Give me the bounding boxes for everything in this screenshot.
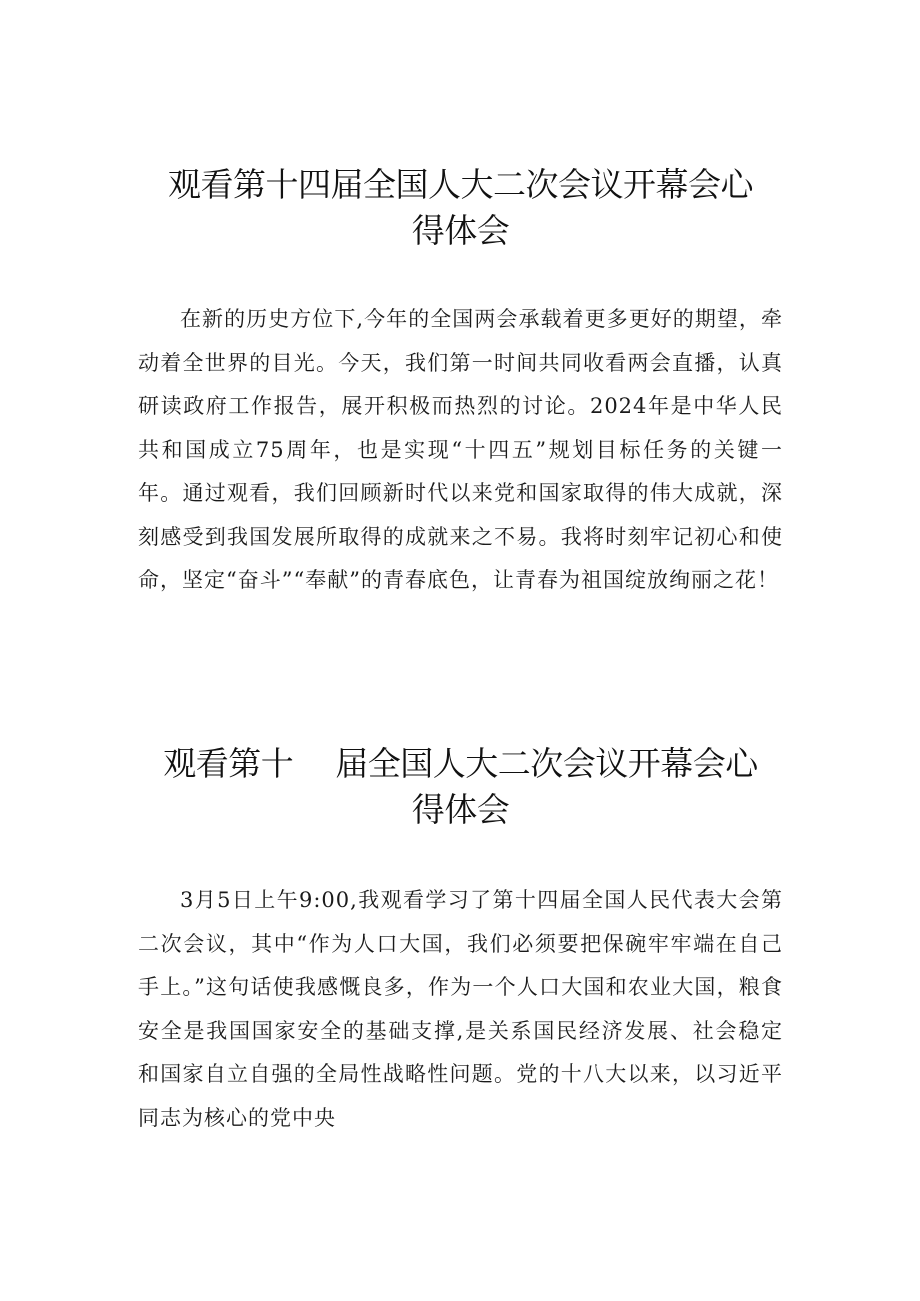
article-2-title-line-1-part-b: 届全国人大二次会议开幕会心 [335,744,758,783]
article-2-title-line-1-part-a: 观看第十 [163,744,294,783]
article-1 [138,162,783,603]
article-1-title [138,162,783,254]
article-2 [138,741,783,1140]
article-2-title-line-2: 得体会 [411,790,510,829]
article-1-title-line-2: 得体会 [411,211,510,250]
article-2-body: 3月5日上午9:00,我观看学习了第十四届全国人民代表大会第二次会议，其中“作为人口大国，我们必须要把保碗牢牢端在自己手上。”这句话使我感慨良多，作为一个人口大国和农业大国，粮食安全是我国国家安全的基础支撑,是关系国民经济发展、社会稳定和国家自立自强的全局性战略性问题。党的十八大以来，以习近平同志为核心的党中央 [138,888,783,1130]
article-1-body: 在新的历史方位下,今年的全国两会承载着更多更好的期望，牵动着全世界的目光。今天，我们第一时间共同收看两会直播，认真研读政府工作报告，展开积极而热烈的讨论。2024年是中华人民共和国成立75周年，也是实现“十四五”规划目标任务的关键一年。通过观看，我们回顾新时代以来党和国家取得的伟大成就，深刻感受到我国发展所取得的成就来之不易。我将时刻牢记初心和使命，坚定“奋斗”“奉献”的青春底色，让青春为祖国绽放绚丽之花！ [138,307,783,592]
article-2-title [138,741,783,833]
article-1-title-line-1: 观看第十四届全国人大二次会议开幕会心 [168,165,753,204]
